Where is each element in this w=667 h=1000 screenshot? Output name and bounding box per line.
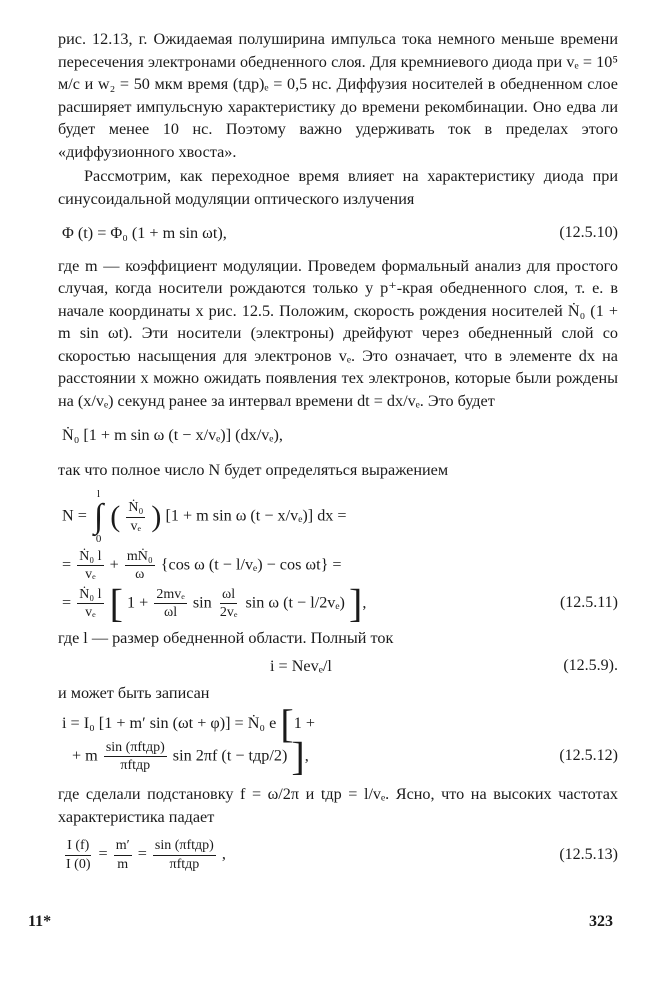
equation-body: i = Nevₑ/l [270,657,332,676]
fraction: $\frac{\text{sin (πftдр)}}{\text{πftдр}}$ [154,838,214,872]
equation-total-number-step2 [58,549,618,583]
equation-carrier-flux [58,424,618,447]
fraction: $\frac{\text{Ṅ₀ l}}{\text{vₑ}}$ [79,549,102,583]
equation-number: (12.5.13) [559,846,618,864]
page-number: 323 [589,913,613,930]
equation-body: Ṅ₀ [1 + m sin ω (t − x/vₑ)] (dx/vₑ), [62,426,283,444]
equation-12-5-11 [58,580,618,626]
fraction: $\frac{\omega l}{\text{2vₑ}}$ [219,586,238,621]
equation-body: Φ (t) = Φ₀ (1 + m sin ωt), [62,224,227,242]
integral-upper-limit: l [97,488,101,500]
paragraph-4: так что полное число N будет определяться выражением [58,460,449,479]
paragraph-1: рис. 12.13, г. Ожидаемая полуширина импульса тока немного меньше времени пересечения электронами обедненного слоя. Для кремниевого диода при vₑ = 10⁵ м/с и w₂ = 50 мкм время (tдр)ₑ = 0,5 нс. Диффузия носителей в обедненном слое расширяет импульсную характеристику до времени рекомбинации. Оно едва ли будет менее 10 нс. Поэтому важно удерживать ток в пределах этого «диффузионного хвоста». [58,30,618,161]
fraction: $\frac{\text{sin (πftдр)}}{\text{πftдр}}$ [105,739,165,773]
paragraph-3: где m — коэффициент модуляции. Проведем формальный анализ для простого случая, когда носители рождаются только у p⁺-края обедненного слоя, т. е. в начале координаты x рис. 12.5. Положим, скорость рождения носителей Ṅ₀ (1 + m sin ωt). Эти носители (электроны) дрейфуют через обедненный слой со скоростью насыщения для электронов vₑ. Это означает, что в элементе dx на расстоянии x можно ожидать появления тех электронов, которые были рождены на (x/vₑ) секунд ранее за интервал времени dt = dx/vₑ. Это будет [58,256,618,410]
fraction: $\frac{I (f)}{I (0)}$ [66,838,91,872]
paragraph-5: где l — размер обедненной области. Полный ток [58,628,394,647]
paragraph-7: где сделали подстановку f = ω/2π и tдр = l/vₑ. Ясно, что на высоких частотах характеристика падает [58,785,618,826]
page-footer [28,913,613,931]
equation-body: i = I₀ [1 + m′ sin (ωt + φ)] = Ṅ₀ e [1 + [62,701,315,747]
equation-body: N = l ∫ 0 ( $\frac{\text{Ṅ₀}}{\text{vₑ}}$ ) [1 + m sin ω (t − x/vₑ)] dx = [62,488,347,545]
equation-12-5-9 [58,655,618,678]
fraction: $\frac{\text{2mvₑ}}{\omega l}$ [156,586,185,621]
equation-number: (12.5.11) [559,594,618,612]
paragraph-6: и может быть записан [58,683,210,702]
equation-number: (12.5.10) [559,224,618,241]
equation-rest: [1 + m sin ω (t − x/vₑ)] dx = [165,506,347,525]
integral-lower-limit: 0 [95,533,102,545]
fraction: $\frac{\text{mṄ₀}}{\omega}$ [126,549,153,583]
paragraph-2: Рассмотрим, как переходное время влияет на характеристику диода при синусоидальной модуляции оптического излучения [58,167,618,208]
equation-lhs: N = [62,506,87,525]
equation-body: + m $\frac{\text{sin (πftдр)}}{\text{πftдр}}$ sin 2πf (t − tдр/2) ], [72,733,309,779]
integral-sign: l ∫ 0 [93,488,104,545]
equation-12-5-12 [58,733,618,779]
equation-body: = $\frac{\text{Ṅ₀ l}}{\text{vₑ}}$ [ 1 + $\frac{\text{2mvₑ}}{\omega l}$ sin $\frac{\omega l}{\text{2vₑ}}$ sin ω (t − l/2vₑ) ], [62,580,367,626]
equation-number: (12.5.12) [559,747,618,765]
page-body [58,28,618,872]
fraction: $\frac{\text{Ṅ₀}}{\text{vₑ}}$ [128,500,144,534]
equation-body: = $\frac{\text{Ṅ₀ l}}{\text{vₑ}}$ + $\frac{\text{mṄ₀}}{\omega}$ {cos ω (t − l/vₑ) − cos ωt} = [62,549,342,583]
equation-body: $\frac{I (f)}{I (0)}$ = $\frac{m'}{m}$ = $\frac{\text{sin (πftдр)}}{\text{πftдр}}$ , [66,838,226,872]
fraction: $\frac{m'}{m}$ [115,838,130,872]
fraction: $\frac{\text{Ṅ₀ l}}{\text{vₑ}}$ [79,586,102,621]
equation-current [58,701,618,747]
equation-number: (12.5.9). [563,657,618,675]
equation-12-5-10 [58,222,618,245]
equation-total-number [58,489,618,545]
signature-mark: 11* [28,913,52,930]
equation-12-5-13 [58,838,618,872]
